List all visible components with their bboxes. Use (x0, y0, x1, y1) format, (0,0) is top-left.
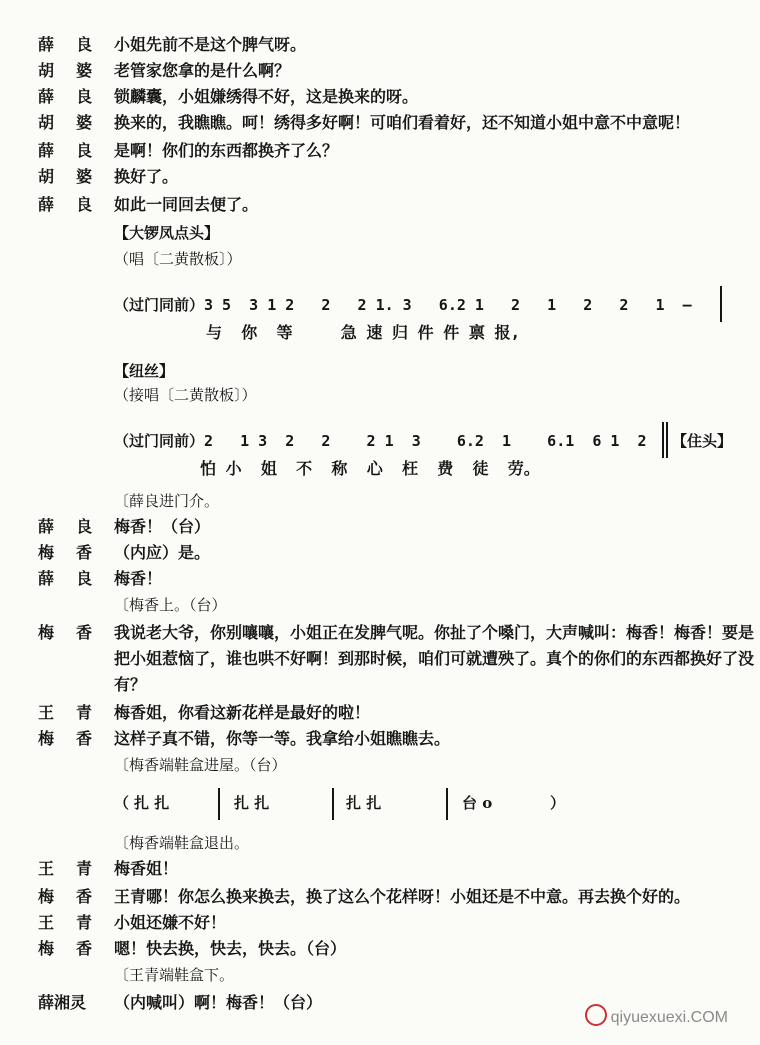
speaker: 薛良 (38, 141, 115, 160)
bar-line (332, 788, 334, 820)
speaker: 胡婆 (38, 61, 115, 80)
bar-line (662, 422, 664, 458)
speech: 梅香姐，你看这新花样是最好的啦！ (114, 703, 371, 722)
percussion-cell: 扎 扎 (234, 794, 270, 812)
stage-direction: 〔王青端鞋盒下。 (114, 966, 235, 984)
music-cue-label: 【纽丝】 (114, 362, 175, 380)
speaker: 王青 (38, 703, 115, 722)
speech: 是啊！你们的东西都换齐了么？ (114, 141, 339, 160)
percussion-open: （ (114, 794, 130, 812)
logo-icon (585, 1004, 607, 1026)
speech: 如此一同回去便了。 (114, 195, 259, 214)
speech: 小姐先前不是这个脾气呀。 (114, 35, 307, 54)
stage-direction: 〔梅香端鞋盒退出。 (114, 834, 250, 852)
speech: 换来的，我瞧瞧。呵！绣得多好啊！可咱们看着好，还不知道小姐中意不中意呢！ (114, 113, 691, 132)
speaker: 薛良 (38, 517, 115, 536)
speech: （内喊叫）啊！梅香！（台） (114, 993, 323, 1012)
end-cue: 【住头】 (672, 432, 733, 450)
speech: 梅香！ (114, 569, 163, 588)
stage-direction: 〔梅香上。（台） (114, 596, 227, 614)
percussion-cell: 扎 扎 (346, 794, 382, 812)
speech: 锁麟囊，小姐嫌绣得不好，这是换来的呀。 (114, 87, 419, 106)
speaker: 薛良 (38, 569, 115, 588)
speech: 我说老大爷，你别嚷嚷，小姐正在发脾气呢。你扯了个嗓门，大声喊叫：梅香！梅香！要是把小姐惹恼了，谁也哄不好啊！到那时候，咱们可就遭殃了。真个的你们的东西都换好了没有？ (114, 623, 755, 694)
speech: 小姐还嫌不好！ (114, 913, 227, 932)
percussion-close: ） (550, 794, 566, 812)
speaker: 胡婆 (38, 167, 115, 186)
watermark-text: qiyuexuexi.COM (610, 1009, 728, 1026)
speech: 这样子真不错，你等一等。我拿给小姐瞧瞧去。 (114, 729, 451, 748)
speech: （内应）是。 (114, 543, 211, 562)
speaker: 梅香 (38, 939, 115, 958)
percussion-cell: 扎 扎 (134, 794, 170, 812)
aria-direction: （接唱〔二黄散板〕） (114, 386, 257, 404)
speech: 换好了。 (114, 167, 179, 186)
speech: 老管家您拿的是什么啊？ (114, 61, 291, 80)
speech: 王青哪！你怎么换来换去，换了这么个花样呀！小姐还是不中意。再去换个好的。 (114, 887, 691, 906)
bar-line (446, 788, 448, 820)
music-cue-label: 【大锣凤点头】 (114, 224, 220, 242)
speaker: 梅香 (38, 887, 115, 906)
speaker: 梅香 (38, 729, 115, 748)
speaker: 梅香 (38, 623, 115, 642)
percussion-line (114, 792, 574, 822)
jianpu-notation: （过门同前）2 1 3 2 2 2 1 3 6.2 1 6.1 6 1 2 (114, 432, 647, 450)
speaker: 梅香 (38, 543, 115, 562)
speaker: 王青 (38, 913, 115, 932)
lyrics: 怕 小 姐 不 称 心 枉 费 徒 劳。 (200, 459, 540, 478)
speaker: 薛良 (38, 87, 115, 106)
speech: 梅香！（台） (114, 517, 211, 536)
speaker: 王青 (38, 859, 115, 878)
speaker: 薛良 (38, 195, 115, 214)
jianpu-notation: （过门同前）3 5 3 1 2 2 2 1. 3 6.2 1 2 1 2 2 1 – (114, 296, 692, 314)
speaker: 胡婆 (38, 113, 115, 132)
speech: 嗯！快去换，快去，快去。（台） (114, 939, 347, 958)
bar-line (720, 286, 722, 322)
bar-line (666, 422, 668, 458)
stage-direction: 〔薛良进门介。 (114, 492, 220, 510)
stage-direction: 〔梅香端鞋盒进屋。（台） (114, 756, 287, 774)
bar-line (218, 788, 220, 820)
speech: 梅香姐！ (114, 859, 179, 878)
speaker: 薛湘灵 (38, 993, 87, 1012)
percussion-cell: 台 o (462, 794, 493, 812)
lyrics: 与 你 等 急 速 归 件 件 禀 报, (206, 323, 521, 342)
site-watermark (585, 1004, 728, 1027)
speaker: 薛良 (38, 35, 115, 54)
aria-direction: （唱〔二黄散板〕） (114, 250, 242, 268)
